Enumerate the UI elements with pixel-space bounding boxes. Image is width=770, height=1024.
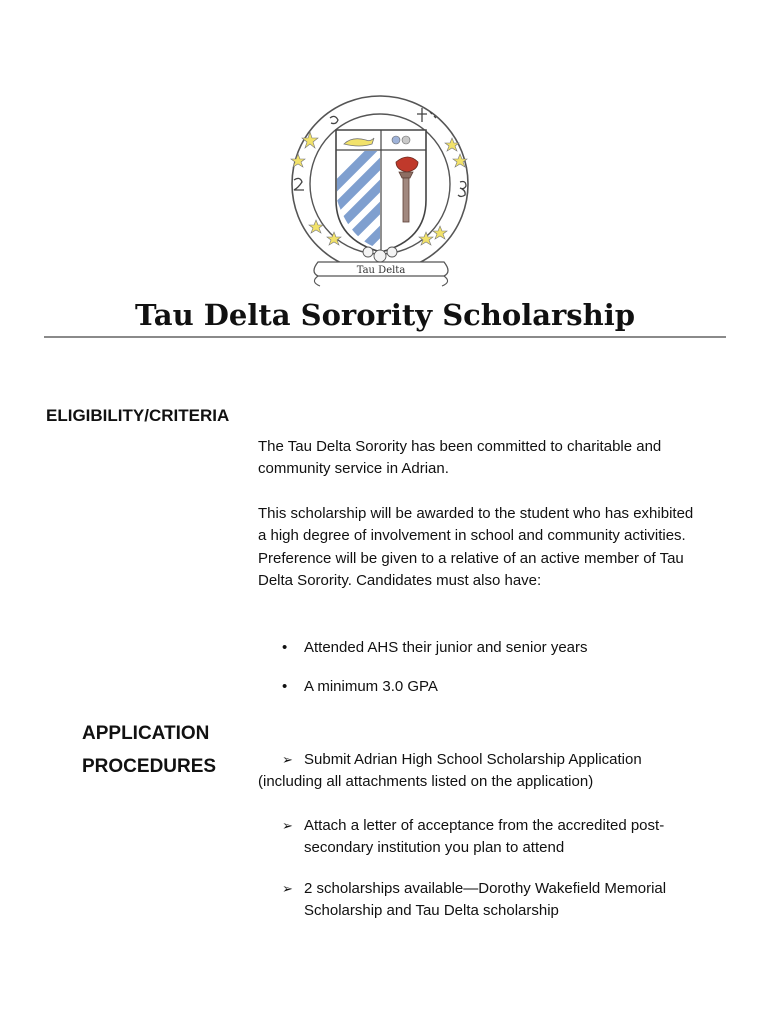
application-heading [82, 717, 216, 783]
crest-banner-text: Tau Delta [356, 265, 406, 276]
bullet-dot: • [282, 678, 288, 695]
list-item-text: 2 scholarships available—Dorothy Wakefield Memorial Scholarship and Tau Delta scholarship [304, 880, 667, 920]
title-divider [44, 336, 726, 338]
list-item-text-line-1: Submit Adrian High School Scholarship Application [304, 751, 642, 768]
arrow-bullet-icon: ➢ [282, 818, 293, 833]
eligibility-heading: ELIGIBILITY/CRITERIA [46, 406, 230, 425]
bullet-dot: • [282, 639, 288, 656]
list-item-text: Attach a letter of acceptance from the accredited post-secondary institution you plan to attend [304, 817, 665, 857]
application-heading-line-1: APPLICATION [82, 723, 210, 744]
application-heading-line-2: PROCEDURES [82, 756, 217, 777]
page-title: Tau Delta Sorority Scholarship [134, 298, 636, 332]
list-item-text: Attended AHS their junior and senior years [304, 639, 588, 656]
list-item-text-line-2: (including all attachments listed on the application) [258, 773, 594, 791]
arrow-bullet-icon: ➢ [282, 881, 293, 896]
eligibility-paragraph-2: This scholarship will be awarded to the student who has exhibited a high degree of involvement in school and community activities. Preference will be given to a relative of an active member of Tau Delta Sorority. Candidates must also have: [258, 505, 694, 589]
sorority-crest-logo [280, 92, 485, 300]
arrow-bullet-icon: ➢ [282, 752, 293, 767]
list-item-text: A minimum 3.0 GPA [304, 678, 438, 695]
eligibility-paragraph-1: The Tau Delta Sorority has been committed to charitable and community service in Adrian. [258, 438, 662, 478]
